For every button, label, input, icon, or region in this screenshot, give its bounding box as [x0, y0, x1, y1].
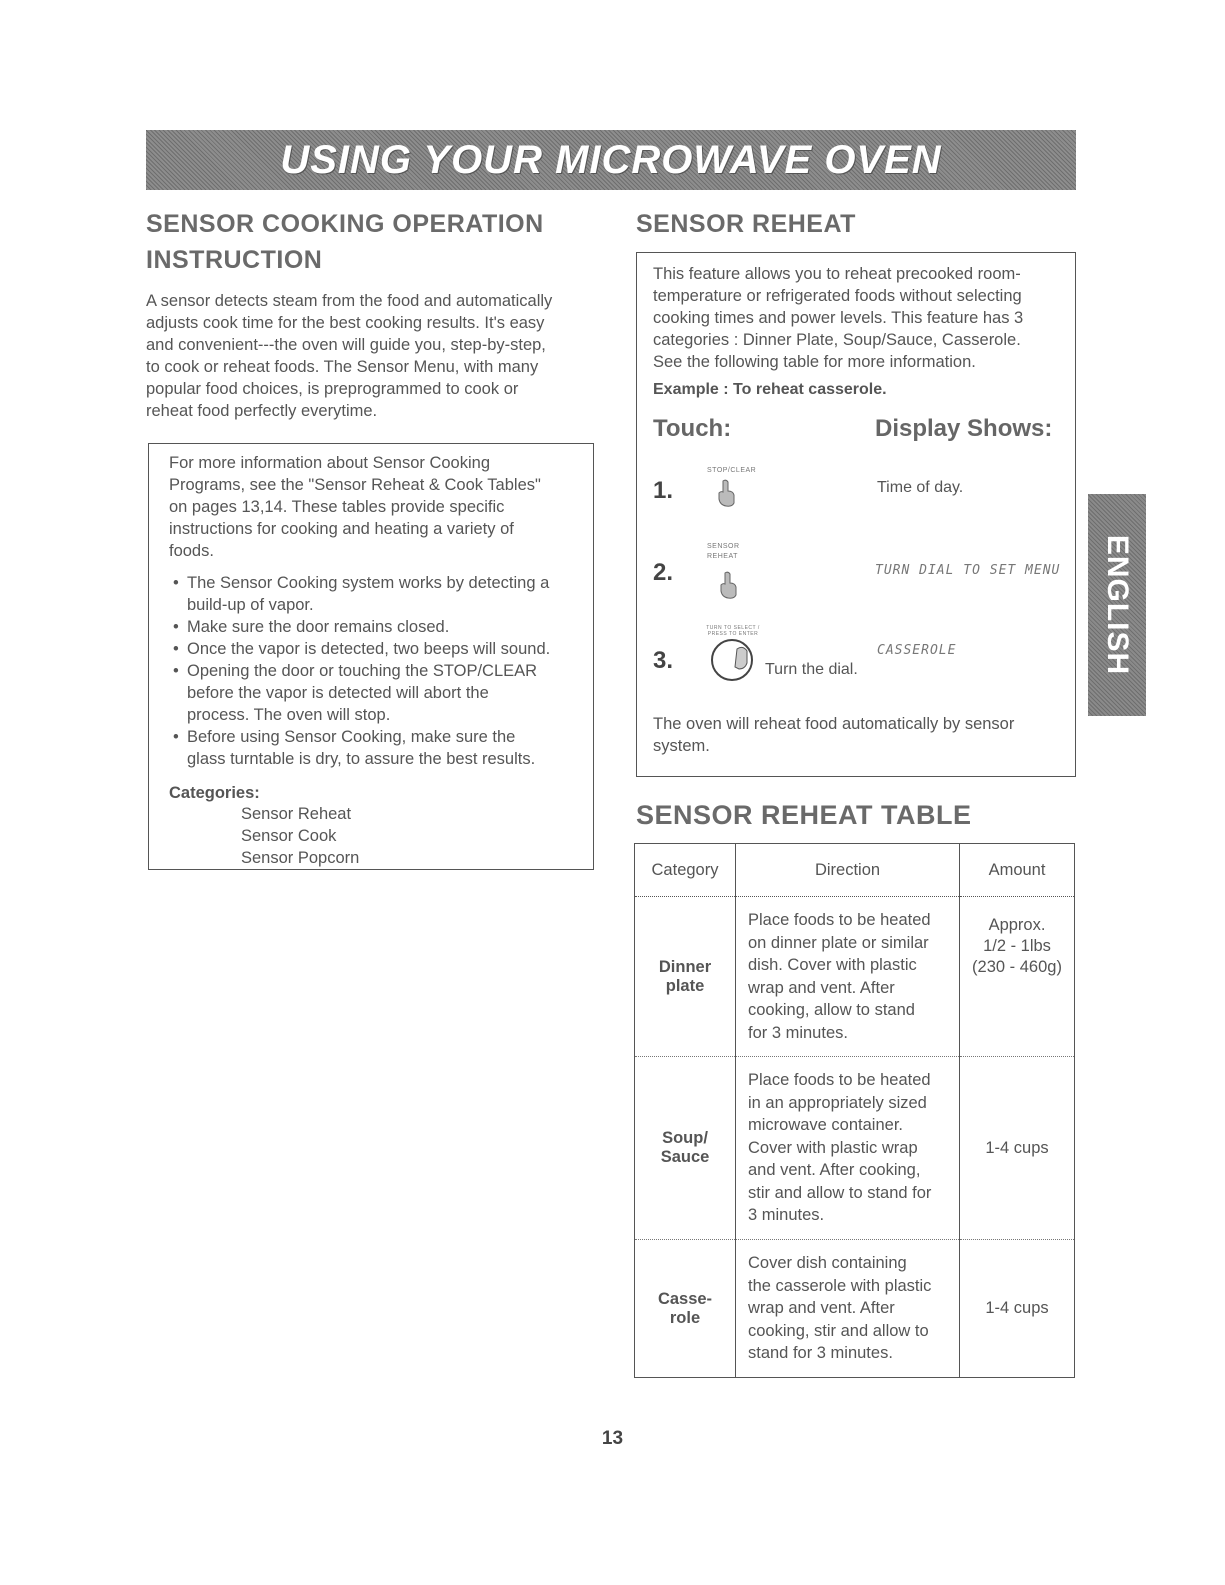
- sensor-bullet-list: [169, 572, 581, 770]
- bullet-item: • Before using Sensor Cooking, make sure the glass turntable is dry, to assure the best results.: [187, 726, 581, 770]
- reheat-intro-line: cooking times and power levels. This feature has 3: [653, 309, 1024, 327]
- table-row: [635, 1240, 1075, 1378]
- row-direction: Cover dish containing the casserole with plastic wrap and vent. After cooking, stir and allow to stand for 3 minutes.: [736, 1240, 960, 1378]
- sensor-cooking-intro: [146, 290, 606, 422]
- sensor-key-label: SENSOR: [707, 543, 740, 550]
- sensor-cooking-heading-line1: SENSOR COOKING OPERATION: [146, 210, 544, 238]
- category-item: Sensor Popcorn: [241, 849, 360, 867]
- sensor-info-box: [148, 443, 594, 870]
- reheat-intro-line: categories : Dinner Plate, Soup/Sauce, Casserole.: [653, 331, 1021, 349]
- info-line: on pages 13,14. These tables provide specific: [169, 498, 505, 516]
- finger-press-icon: [717, 571, 739, 599]
- info-line: foods.: [169, 542, 214, 560]
- reheat-key-label: REHEAT: [707, 553, 738, 560]
- intro-line: popular food choices, is preprogrammed to cook or: [146, 380, 519, 398]
- reheat-intro-line: This feature allows you to reheat precooked room-: [653, 265, 1021, 283]
- footer-line: system.: [653, 737, 710, 755]
- reheat-intro-line: See the following table for more information.: [653, 353, 976, 371]
- dial-key-label: TURN TO SELECT / PRESS TO ENTER: [706, 625, 760, 637]
- step-1-number: 1.: [653, 477, 674, 504]
- banner-title: USING YOUR MICROWAVE OVEN: [280, 138, 942, 182]
- footer-line: The oven will reheat food automatically by sensor: [653, 715, 1015, 733]
- stop-clear-key-label: STOP/CLEAR: [707, 467, 757, 474]
- reheat-intro: [653, 263, 1073, 373]
- row-direction: Place foods to be heated in an appropriately sized microwave container. Cover with plastic wrap and vent. After cooking, stir and allow to stand for 3 minutes.: [736, 1057, 960, 1240]
- intro-line: adjusts cook time for the best cooking results. It's easy: [146, 314, 545, 332]
- table-header-row: [635, 844, 1075, 897]
- step-1-display: Time of day.: [877, 479, 964, 496]
- side-tab-label: ENGLISH: [1101, 534, 1134, 676]
- finger-press-icon: [715, 479, 737, 507]
- example-label: Example : To reheat casserole.: [653, 381, 887, 398]
- bullet-item: • Make sure the door remains closed.: [187, 616, 581, 638]
- table-row: [635, 1057, 1075, 1240]
- reheat-footer: [653, 713, 1073, 757]
- row-category: Dinner plate: [635, 897, 736, 1057]
- category-item: Sensor Cook: [241, 827, 337, 845]
- category-item: Sensor Reheat: [241, 805, 352, 823]
- intro-line: to cook or reheat foods. The Sensor Menu, with many: [146, 358, 539, 376]
- step-3-number: 3.: [653, 647, 674, 674]
- info-paragraph: [169, 452, 581, 562]
- reheat-table-heading: SENSOR REHEAT TABLE: [636, 800, 972, 830]
- bullet-item: • Opening the door or touching the STOP/CLEAR before the vapor is detected will abort the process. The oven will stop.: [187, 660, 581, 726]
- english-side-tab: [1088, 494, 1146, 716]
- header-amount: Amount: [960, 844, 1075, 897]
- sensor-cooking-heading-line2: INSTRUCTION: [146, 246, 323, 274]
- row-amount: 1-4 cups: [960, 1240, 1075, 1378]
- sensor-reheat-table: [634, 843, 1075, 1378]
- sensor-reheat-heading: SENSOR REHEAT: [636, 210, 856, 238]
- page-banner: [146, 130, 1076, 190]
- header-category: Category: [635, 844, 736, 897]
- row-category: Casse- role: [635, 1240, 736, 1378]
- page-number: 13: [601, 1428, 624, 1449]
- step-3-action: Turn the dial.: [765, 661, 858, 678]
- sensor-reheat-box: [636, 252, 1076, 777]
- table-row: [635, 897, 1075, 1057]
- row-category: Soup/ Sauce: [635, 1057, 736, 1240]
- row-amount: Approx. 1/2 - 1lbs (230 - 460g): [960, 897, 1075, 1057]
- bullet-item: • The Sensor Cooking system works by detecting a build-up of vapor.: [187, 572, 581, 616]
- bullet-item: • Once the vapor is detected, two beeps will sound.: [187, 638, 581, 660]
- reheat-intro-line: temperature or refrigerated foods without selecting: [653, 287, 1022, 305]
- display-shows-label: Display Shows:: [875, 415, 1053, 442]
- row-amount: 1-4 cups: [960, 1057, 1075, 1240]
- step-3-display: CASSEROLE: [877, 643, 957, 658]
- row-direction: Place foods to be heated on dinner plate or similar dish. Cover with plastic wrap and vent. After cooking, allow to stand for 3 minutes.: [736, 897, 960, 1057]
- info-line: For more information about Sensor Cooking: [169, 454, 490, 472]
- info-line: Programs, see the "Sensor Reheat & Cook Tables": [169, 476, 541, 494]
- intro-line: reheat food perfectly everytime.: [146, 402, 378, 420]
- step-2-number: 2.: [653, 559, 674, 586]
- touch-label: Touch:: [653, 415, 732, 442]
- info-line: instructions for cooking and heating a variety of: [169, 520, 514, 538]
- intro-line: A sensor detects steam from the food and automatically: [146, 292, 553, 310]
- dial-icon: [709, 637, 755, 683]
- header-direction: Direction: [736, 844, 960, 897]
- step-2-display: TURN DIAL TO SET MENU: [875, 563, 1061, 578]
- categories-title: Categories:: [169, 784, 260, 802]
- intro-line: and convenient---the oven will guide you, step-by-step,: [146, 336, 546, 354]
